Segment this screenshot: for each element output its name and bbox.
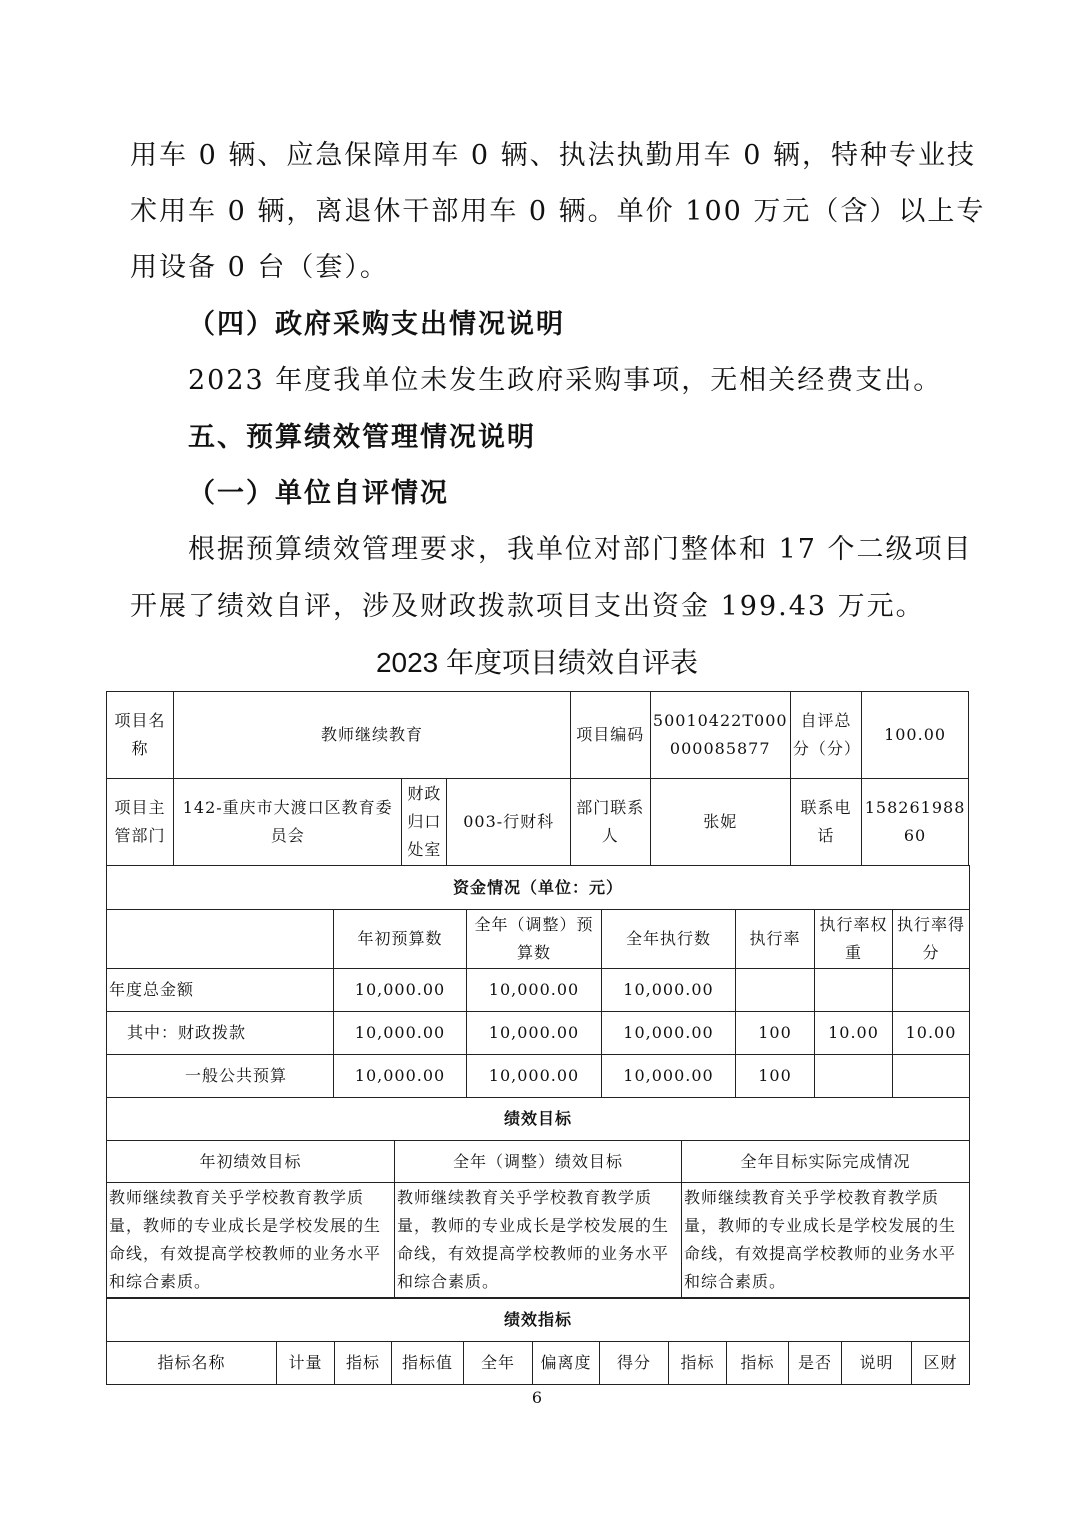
funds-header: 执行率得分: [893, 910, 970, 969]
cell-score: [893, 1055, 970, 1098]
cell-adjusted: 10,000.00: [467, 1055, 602, 1098]
goals-section-title: 绩效目标: [107, 1098, 970, 1141]
cell-adjusted: 10,000.00: [467, 1012, 602, 1055]
contact-label: 部门联系人: [570, 779, 650, 866]
self-eval-text-1: 根据预算绩效管理要求，我单位对部门整体和 17 个二级项目: [188, 534, 973, 565]
goals-header: 年初绩效目标: [107, 1141, 395, 1183]
goals-header: 全年（调整）绩效目标: [395, 1141, 682, 1183]
funds-header: 全年（调整）预算数: [467, 910, 602, 969]
cell-weight: 10.00: [815, 1012, 893, 1055]
indicators-table: [106, 1298, 970, 1385]
table-row: [107, 969, 970, 1012]
body-line: 用车 0 辆、应急保障用车 0 辆、执法执勤用车 0 辆，特种专业技: [130, 140, 977, 171]
indicator-header: 是否: [789, 1342, 842, 1385]
funds-header: 执行率权重: [815, 910, 893, 969]
project-info-table: [106, 691, 969, 866]
heading-procurement: （四）政府采购支出情况说明: [188, 309, 565, 340]
cell-initial: 10,000.00: [334, 1012, 467, 1055]
cell-weight: [815, 1055, 893, 1098]
funds-header: 年初预算数: [334, 910, 467, 969]
project-code-label: 项目编码: [570, 692, 650, 779]
project-name-label: 项目名称: [107, 692, 174, 779]
indicator-header: 得分: [600, 1342, 669, 1385]
table-row: [107, 1055, 970, 1098]
dept-label: 项目主管部门: [107, 779, 174, 866]
heading-self-eval: （一）单位自评情况: [188, 478, 449, 509]
indicator-header: 说明: [842, 1342, 912, 1385]
indicator-header: 全年: [464, 1342, 533, 1385]
cell-weight: [815, 969, 893, 1012]
funds-table: [106, 865, 970, 1098]
cell-executed: 10,000.00: [602, 1012, 736, 1055]
indicator-header: 指标: [727, 1342, 789, 1385]
cell-initial: 10,000.00: [334, 969, 467, 1012]
phone-value: 15826198860: [862, 779, 969, 866]
indicator-header: 指标名称: [107, 1342, 277, 1385]
goal-adjusted: 教师继续教育关乎学校教育教学质量，教师的专业成长是学校发展的生命线，有效提高学校教师的业务水平和综合素质。: [395, 1183, 682, 1298]
goal-initial: 教师继续教育关乎学校教育教学质量，教师的专业成长是学校发展的生命线，有效提高学校教师的业务水平和综合素质。: [107, 1183, 395, 1298]
row-label: 一般公共预算: [107, 1055, 334, 1098]
table-row: [107, 1012, 970, 1055]
funds-header: [107, 910, 334, 969]
goals-header: 全年目标实际完成情况: [682, 1141, 970, 1183]
heading-section-5: 五、预算绩效管理情况说明: [188, 422, 536, 453]
cell-score: [893, 969, 970, 1012]
phone-label: 联系电话: [790, 779, 861, 866]
goal-actual: 教师继续教育关乎学校教育教学质量，教师的专业成长是学校发展的生命线，有效提高学校教师的业务水平和综合素质。: [682, 1183, 970, 1298]
cell-initial: 10,000.00: [334, 1055, 467, 1098]
office-label: 财政归口处室: [402, 779, 447, 866]
cell-rate: 100: [736, 1055, 815, 1098]
cell-executed: 10,000.00: [602, 1055, 736, 1098]
cell-rate: [736, 969, 815, 1012]
body-line: 术用车 0 辆，离退休干部用车 0 辆。单价 100 万元（含）以上专: [130, 196, 986, 227]
row-label: 年度总金额: [107, 969, 334, 1012]
indicator-header: 指标: [335, 1342, 392, 1385]
indicator-header: 区财: [912, 1342, 970, 1385]
funds-section-title: 资金情况（单位：元）: [107, 866, 970, 910]
funds-header: 执行率: [736, 910, 815, 969]
body-line: 用设备 0 台（套）。: [130, 252, 389, 283]
self-score-value: 100.00: [862, 692, 969, 779]
goals-table: [106, 1097, 970, 1298]
self-score-label: 自评总分（分）: [790, 692, 861, 779]
row-label: 其中：财政拨款: [107, 1012, 334, 1055]
project-name-value: 教师继续教育: [174, 692, 571, 779]
dept-value: 142-重庆市大渡口区教育委员会: [174, 779, 402, 866]
cell-adjusted: 10,000.00: [467, 969, 602, 1012]
office-value: 003-行财科: [447, 779, 571, 866]
funds-header: 全年执行数: [602, 910, 736, 969]
contact-value: 张妮: [650, 779, 790, 866]
table-title: 2023 年度项目绩效自评表: [375, 647, 699, 678]
self-eval-text-2: 开展了绩效自评，涉及财政拨款项目支出资金 199.43 万元。: [130, 591, 925, 622]
indicator-header: 计量: [277, 1342, 335, 1385]
indicator-header: 指标: [669, 1342, 727, 1385]
cell-rate: 100: [736, 1012, 815, 1055]
procurement-text: 2023 年度我单位未发生政府采购事项，无相关经费支出。: [188, 365, 943, 396]
indicator-header: 指标值: [392, 1342, 464, 1385]
cell-score: 10.00: [893, 1012, 970, 1055]
page-number: 6: [531, 1388, 543, 1407]
indicator-header: 偏离度: [533, 1342, 600, 1385]
project-code-value: 50010422T000000085877: [650, 692, 790, 779]
indicators-section-title: 绩效指标: [107, 1299, 970, 1342]
cell-executed: 10,000.00: [602, 969, 736, 1012]
